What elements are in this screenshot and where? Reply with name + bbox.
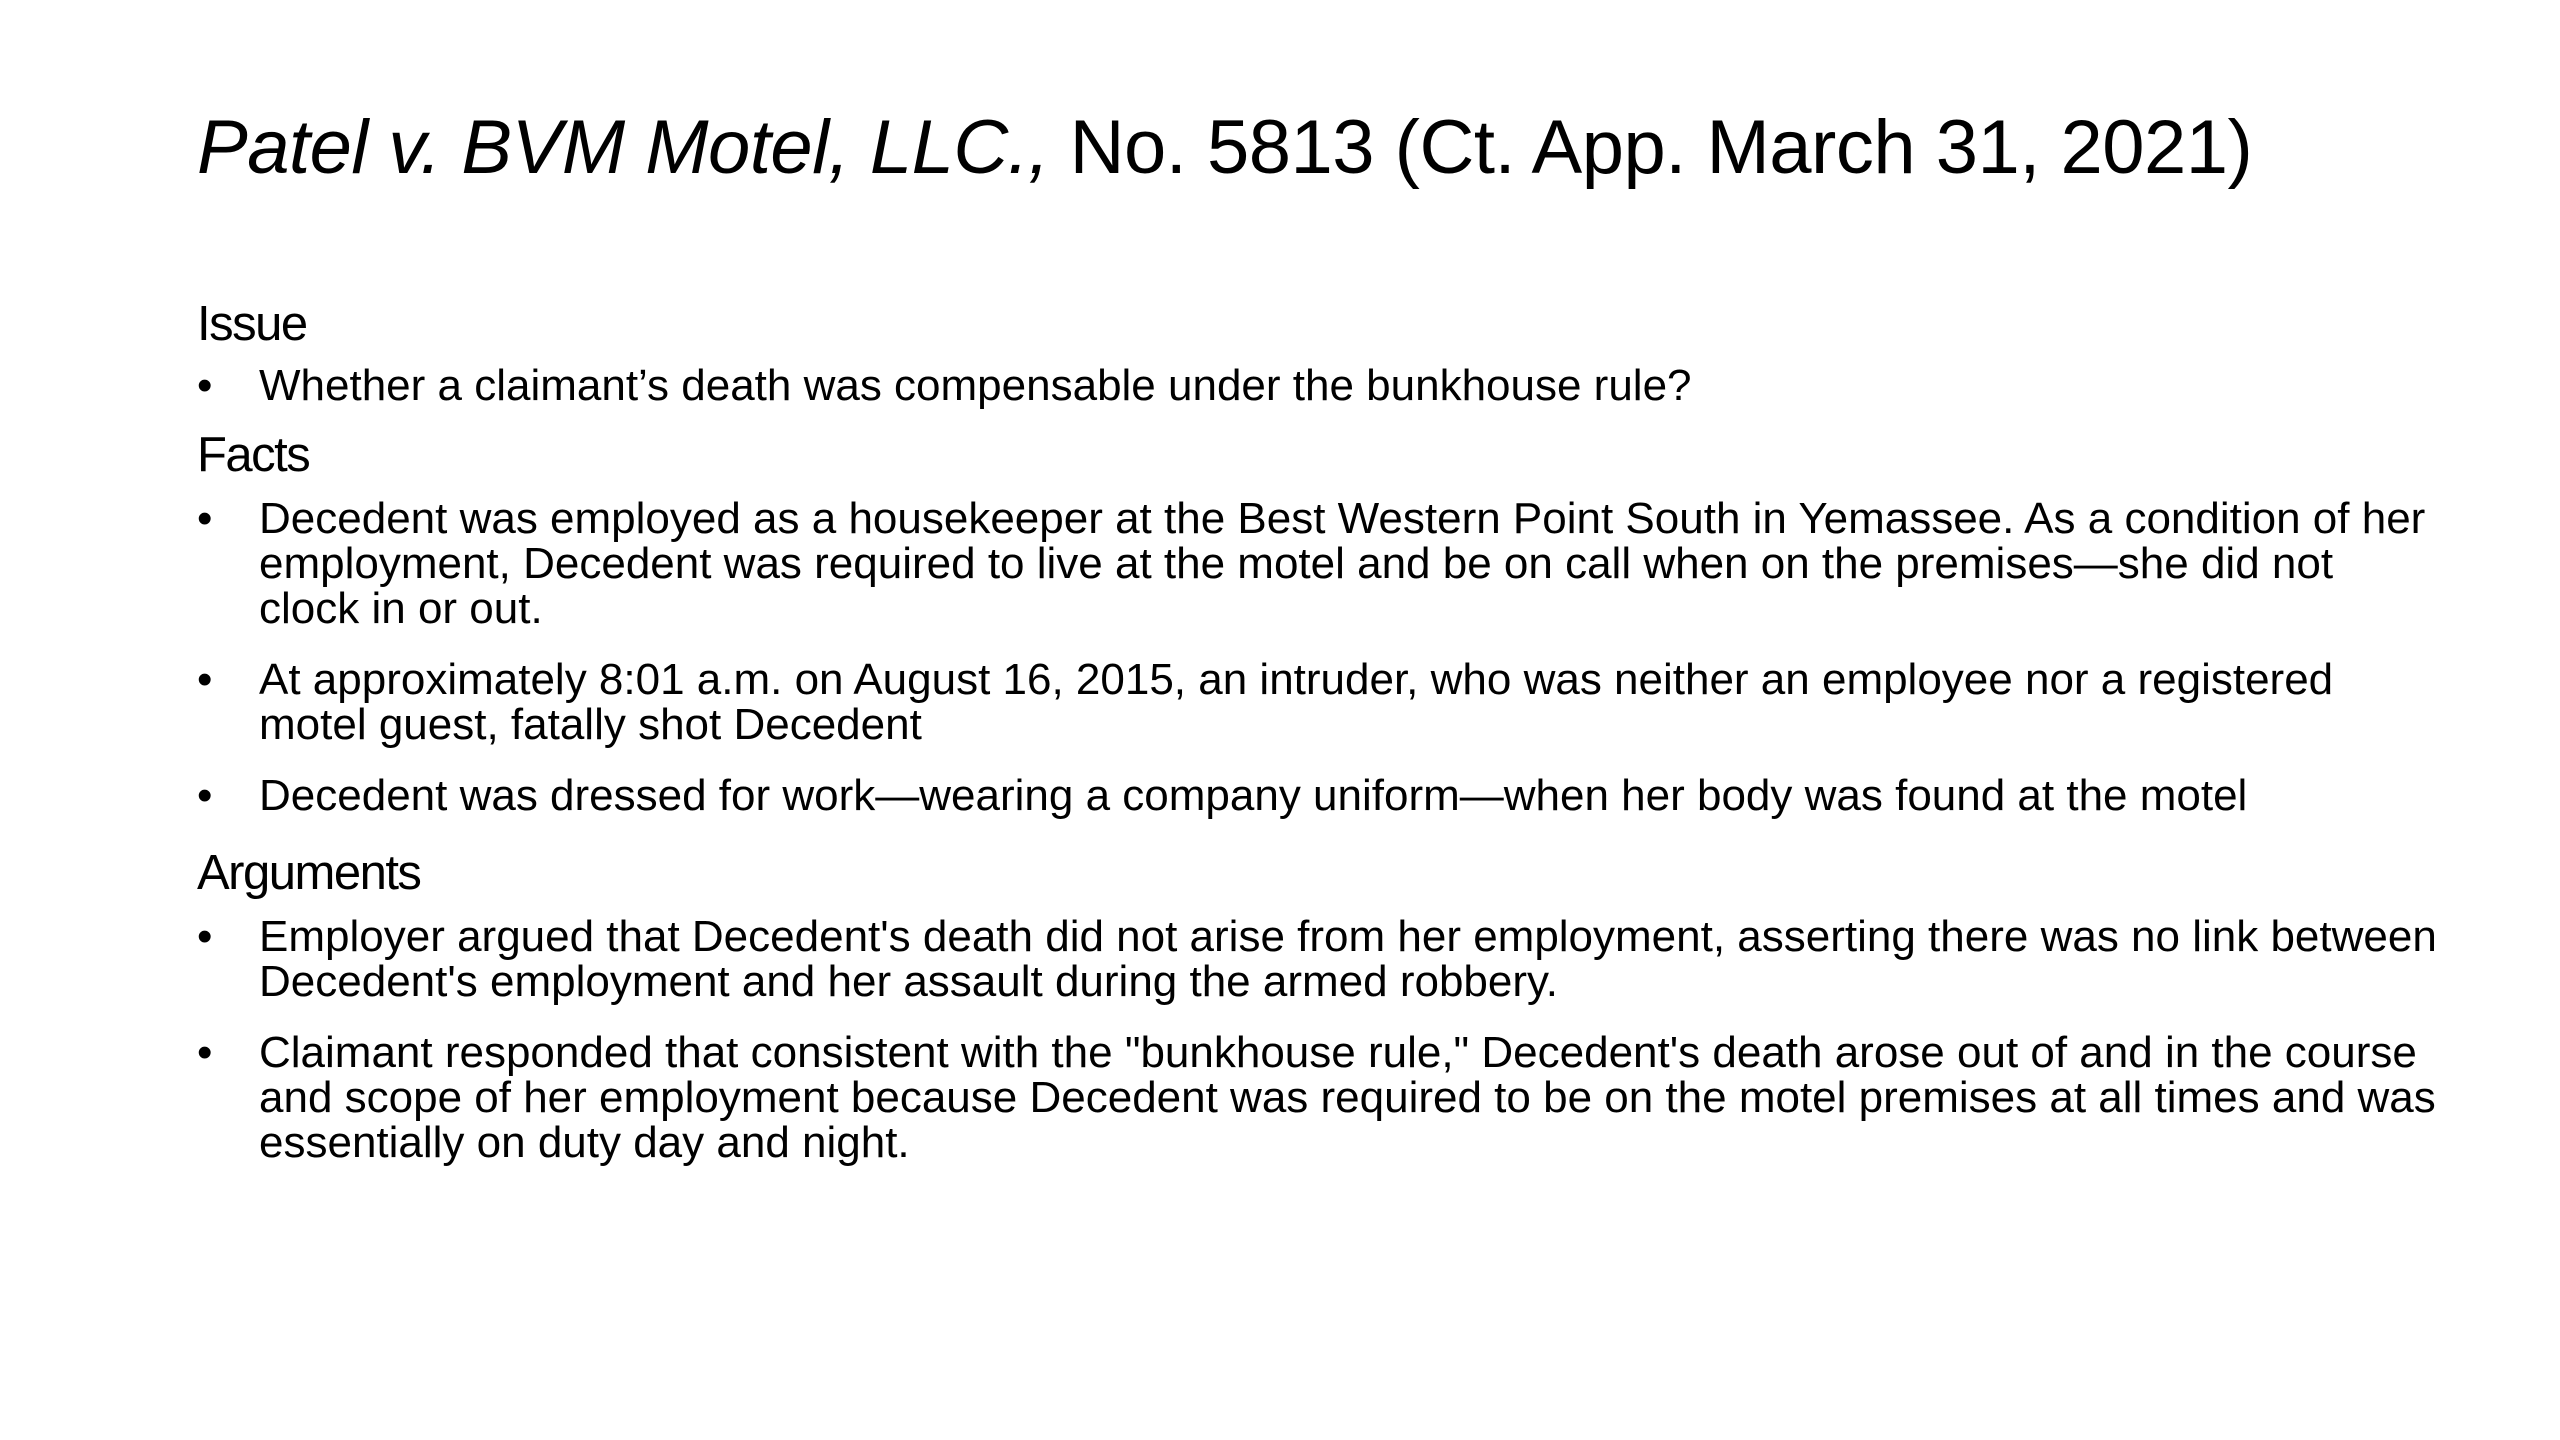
slide-title [197,104,2397,191]
list-item: • Claimant responded that consistent with the "bunkhouse rule," Decedent's death arose out of and in the course and scope of her employment because Decedent was required to be on the motel premises at all times and was essentially on duty day and night. [197,1030,2439,1165]
slide-body [197,295,2437,1191]
facts-list [197,494,2426,820]
list-item: • Decedent was dressed for work—wearing a company uniform—when her body was found at the motel [197,773,2439,818]
list-item: • Employer argued that Decedent's death did not arise from her employment, asserting there was no link between Decedent's employment and her assault during the armed robbery. [197,914,2439,1004]
arguments-list [197,912,2437,1167]
section-heading-facts: Facts [197,428,310,482]
list-item: • At approximately 8:01 a.m. on August 16, 2015, an intruder, who was neither an employee nor a registered motel guest, fatally shot Decedent [197,657,2439,747]
section-heading-arguments: Arguments [197,846,421,900]
section-heading-issue: Issue [197,297,307,351]
issue-list [197,363,2397,408]
case-name: Patel v. BVM Motel, LLC., [197,105,1049,190]
list-item: • Whether a claimant’s death was compensable under the bunkhouse rule? [197,363,2439,408]
list-item: • Decedent was employed as a housekeeper at the Best Western Point South in Yemassee. As a condition of her employment, Decedent was required to live at the motel and be on call when on the premises—she did not clock in or out. [197,496,2439,631]
case-citation: No. 5813 (Ct. App. March 31, 2021) [1048,105,2253,190]
